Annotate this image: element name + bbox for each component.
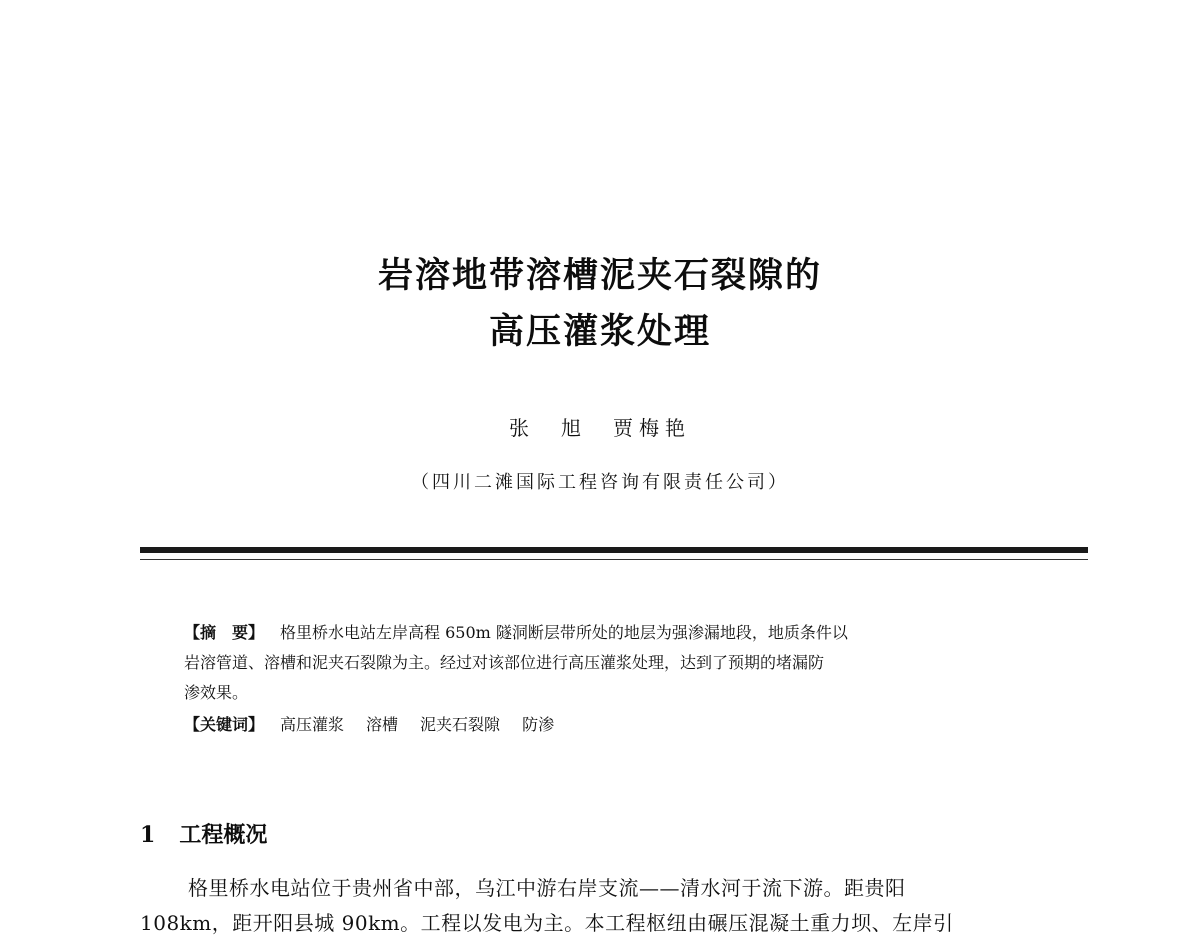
section-title: 工程概况 <box>179 822 268 848</box>
keyword: 泥夹石裂隙 <box>420 715 501 734</box>
keyword: 高压灌浆 <box>280 715 345 734</box>
body-text-line-1: 格里桥水电站位于贵州省中部，乌江中游右岸支流——清水河于流下游。距贵阳 <box>188 876 906 900</box>
abstract-text-1: 格里桥水电站左岸高程 650m 隧洞断层带所处的地层为强渗漏地段，地质条件以 <box>280 623 848 642</box>
abstract-line-1 <box>184 618 848 648</box>
header-rule-thin <box>140 559 1088 560</box>
header-rule-thick <box>140 547 1088 553</box>
abstract-label: 【摘 要】 <box>184 623 265 642</box>
keyword: 防渗 <box>522 715 555 734</box>
keyword: 溶槽 <box>366 715 399 734</box>
body-text-line-2: 108km，距开阳县城 90km。工程以发电为主。本工程枢纽由碾压混凝土重力坝、左岸引 <box>140 911 954 935</box>
affiliation: （四川二滩国际工程咨询有限责任公司） <box>411 472 789 493</box>
abstract-line-2: 岩溶管道、溶槽和泥夹石裂隙为主。经过对该部位进行高压灌浆处理，达到了预期的堵漏防 <box>184 653 825 672</box>
section-heading <box>140 818 267 849</box>
keywords-line <box>184 710 576 740</box>
paper-title-line-1: 岩溶地带溶槽泥夹石裂隙的 <box>377 256 822 296</box>
section-number: 1 <box>140 822 156 848</box>
abstract-line-3: 渗效果。 <box>184 683 249 702</box>
paper-title-line-2: 高压灌浆处理 <box>488 312 711 352</box>
authors: 张 旭 贾梅艳 <box>509 416 691 440</box>
keywords-label: 【关键词】 <box>184 715 265 734</box>
